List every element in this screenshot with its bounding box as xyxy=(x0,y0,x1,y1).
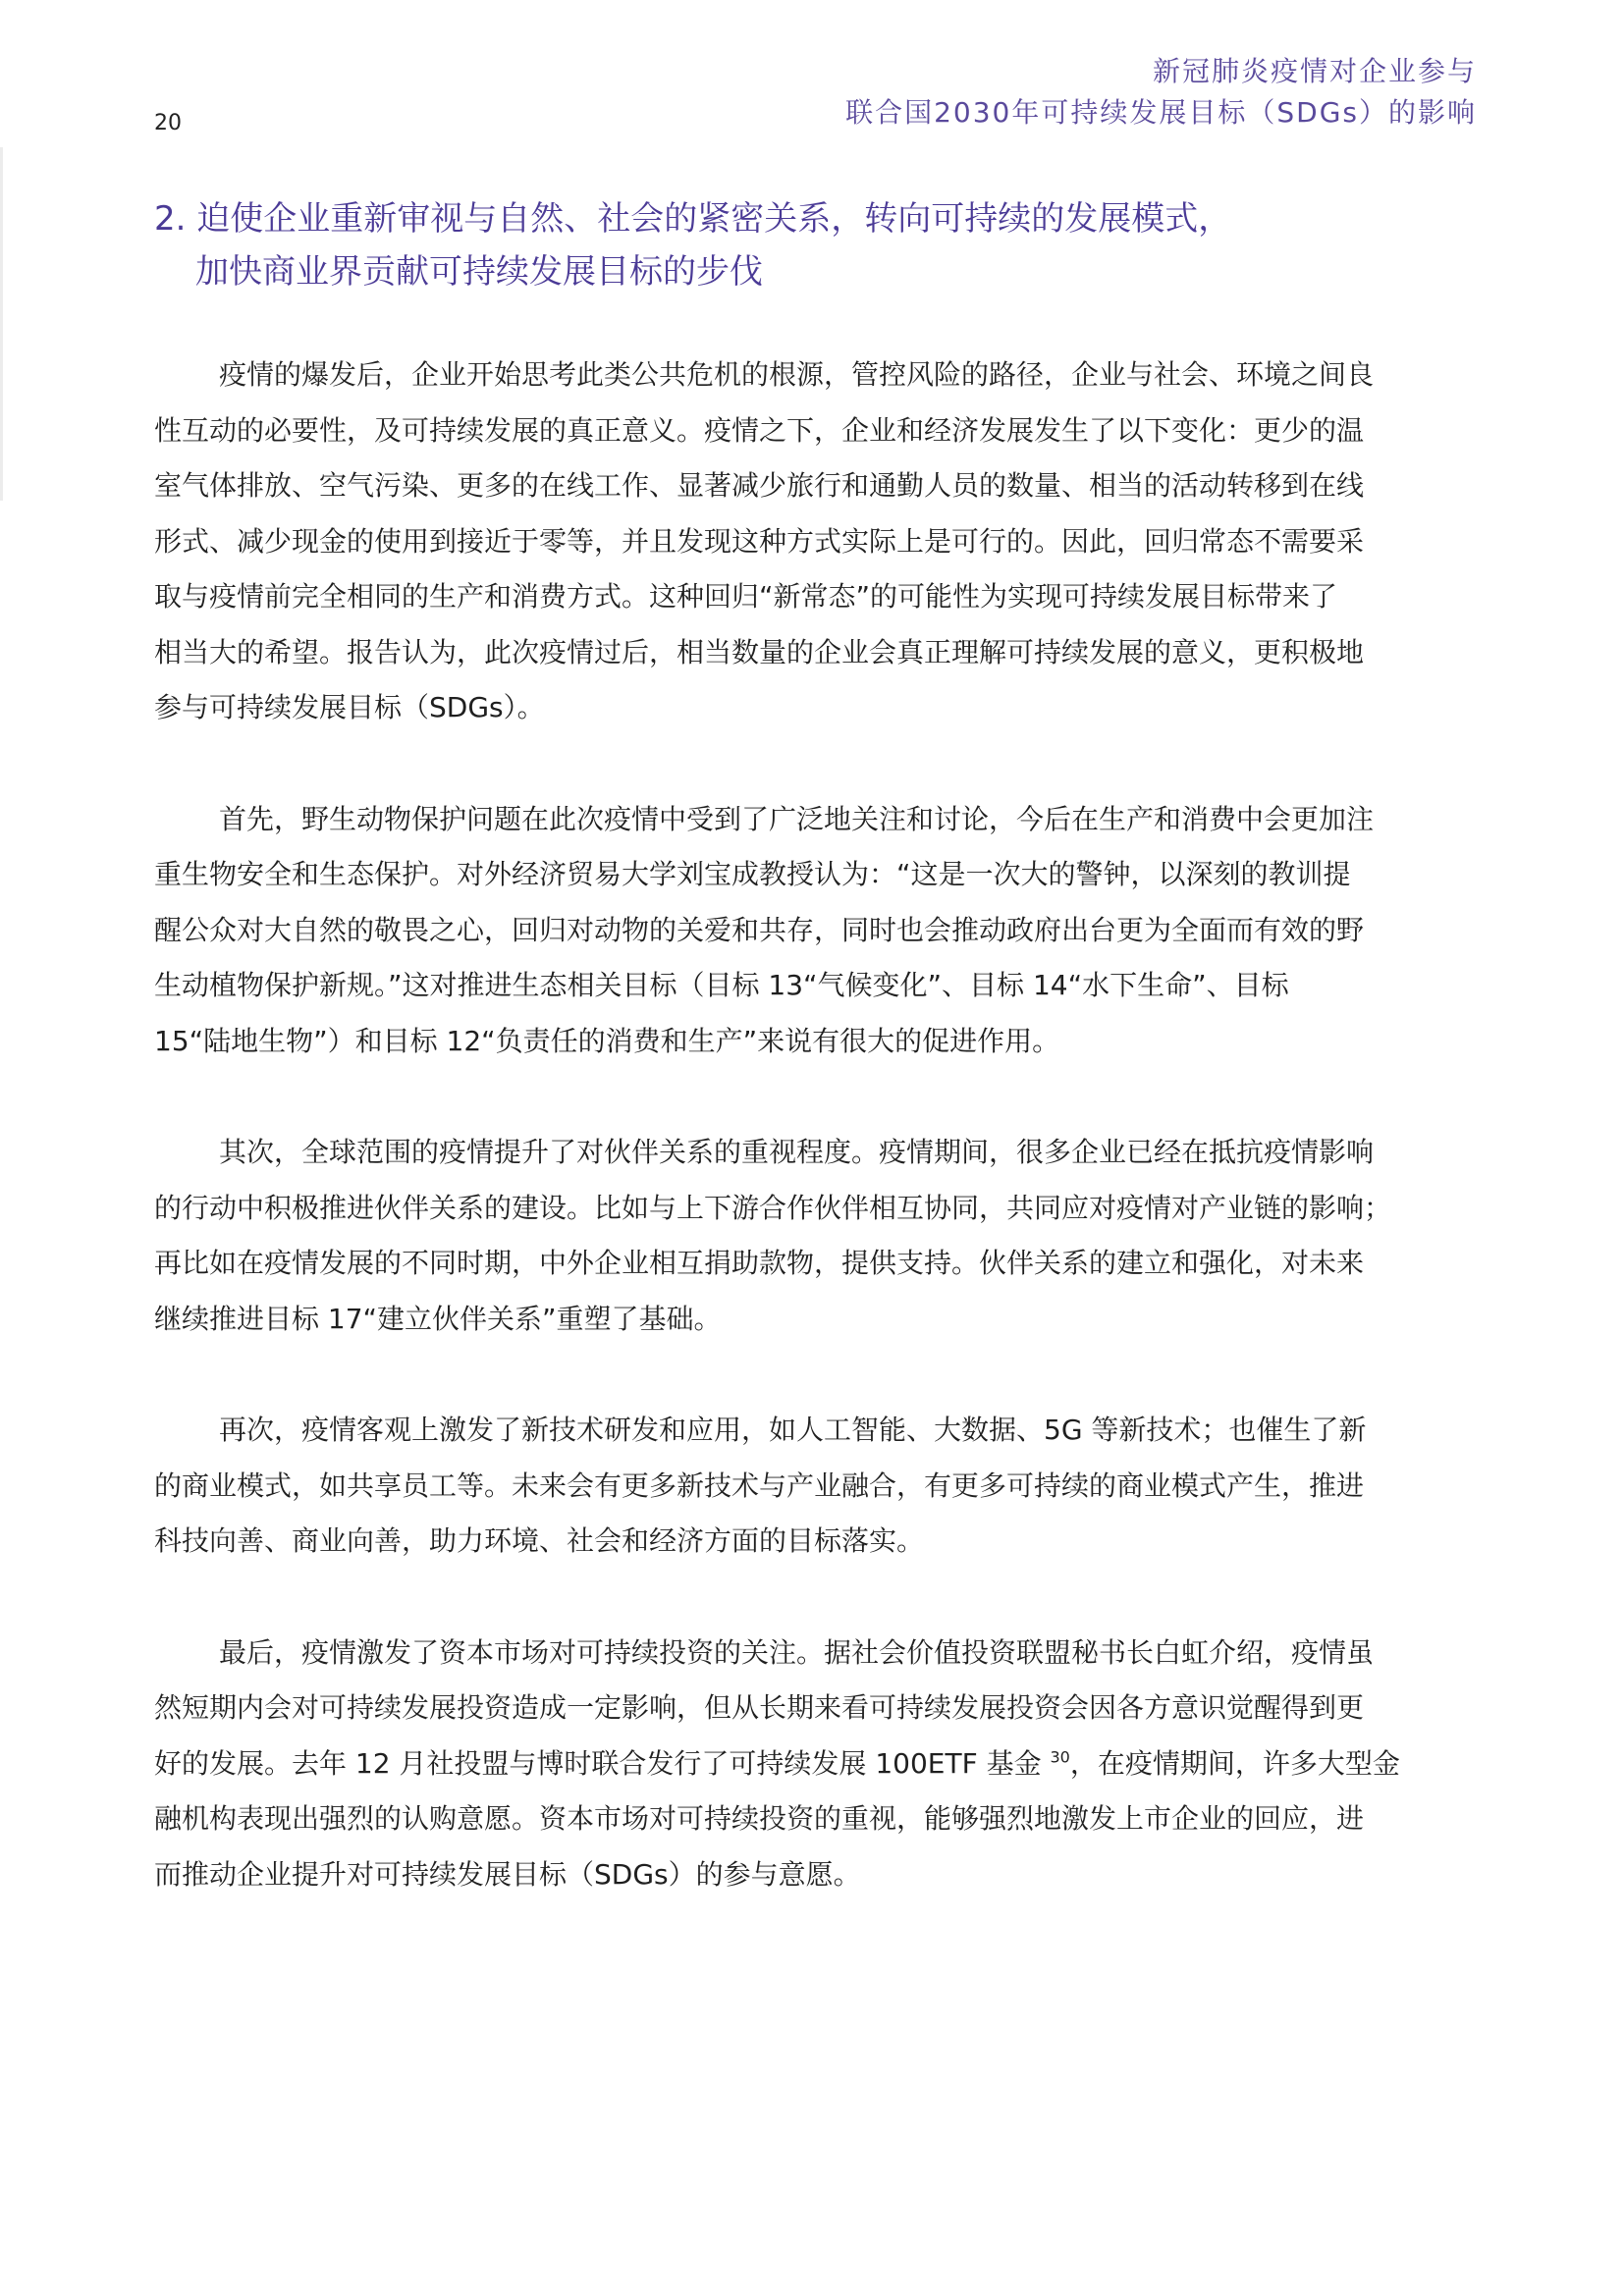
paragraph-line: 的商业模式，如共享员工等。未来会有更多新技术与产业融合，有更多可持续的商业模式产生，推进 xyxy=(154,1468,1365,1502)
page-edge-mark xyxy=(0,147,3,501)
paragraph-line: 而推动企业提升对可持续发展目标（SDGs）的参与意愿。 xyxy=(154,1857,861,1891)
paragraph-5 xyxy=(154,1626,1482,1903)
paragraph-line: 其次，全球范围的疫情提升了对伙伴关系的重视程度。疫情期间，很多企业已经在抵抗疫情影响 xyxy=(219,1136,1375,1168)
section-heading-line-2: 加快商业界贡献可持续发展目标的步伐 xyxy=(195,252,763,292)
paragraph-line: 性互动的必要性，及可持续发展的真正意义。疫情之下，企业和经济发展发生了以下变化：更少的温 xyxy=(154,413,1365,447)
paragraph-line: 生动植物保护新规。”这对推进生态相关目标（目标 13“气候变化”、目标 14“水下生命”、目标 xyxy=(154,969,1289,1001)
paragraph-line: 疫情的爆发后，企业开始思考此类公共危机的根源，管控风险的路径，企业与社会、环境之间良 xyxy=(219,358,1375,391)
paragraph-line: 形式、减少现金的使用到接近于零等，并且发现这种方式实际上是可行的。因此，回归常态不需要采 xyxy=(154,524,1365,558)
section-heading-line-1: 2. 迫使企业重新审视与自然、社会的紧密关系，转向可持续的发展模式， xyxy=(154,199,1232,239)
paragraph-3 xyxy=(154,1125,1482,1347)
running-header-line-2: 联合国2030年可持续发展目标（SDGs）的影响 xyxy=(845,96,1477,129)
paragraph-line: 再比如在疫情发展的不同时期，中外企业相互捐助款物，提供支持。伙伴关系的建立和强化，对未来 xyxy=(154,1247,1365,1279)
paragraph-line: 醒公众对大自然的敬畏之心，回归对动物的关爱和共存，同时也会推动政府出台更为全面而有效的野 xyxy=(154,913,1365,946)
paragraph-line: 最后，疫情激发了资本市场对可持续投资的关注。据社会价值投资联盟秘书长白虹介绍，疫情虽 xyxy=(219,1635,1375,1669)
paragraph-line: 室气体排放、空气污染、更多的在线工作、显著减少旅行和通勤人员的数量、相当的活动转移到在线 xyxy=(154,469,1365,502)
footnote-reference[interactable]: 30 xyxy=(1050,1747,1070,1767)
paragraph-text: 好的发展。去年 12 月社投盟与博时联合发行了可持续发展 100ETF 基金 xyxy=(154,1746,1042,1780)
running-header xyxy=(845,51,1477,133)
paragraph-line: 再次，疫情客观上激发了新技术研发和应用，如人工智能、大数据、5G 等新技术；也催生了新 xyxy=(219,1414,1367,1446)
paragraph-line: 的行动中积极推进伙伴关系的建设。比如与上下游合作伙伴相互协同，共同应对疫情对产业链的影响； xyxy=(154,1191,1392,1224)
body-text xyxy=(154,347,1482,1958)
paragraph-line: 15“陆地生物”）和目标 12“负责任的消费和生产”来说有很大的促进作用。 xyxy=(154,1024,1060,1057)
running-header-line-1: 新冠肺炎疫情对企业参与 xyxy=(1152,55,1477,87)
paragraph-line: 相当大的希望。报告认为，此次疫情过后，相当数量的企业会真正理解可持续发展的意义，更积极地 xyxy=(154,635,1365,668)
paragraph-line: 参与可持续发展目标（SDGs）。 xyxy=(154,691,545,723)
paragraph-line: 融机构表现出强烈的认购意愿。资本市场对可持续投资的重视，能够强烈地激发上市企业的回应，进 xyxy=(154,1802,1365,1835)
paragraph-line: 继续推进目标 17“建立伙伴关系”重塑了基础。 xyxy=(154,1302,722,1335)
section-heading xyxy=(154,192,1480,298)
paragraph-1 xyxy=(154,347,1482,736)
paragraph-line-with-footnote xyxy=(154,1736,1482,1792)
paragraph-2 xyxy=(154,792,1482,1070)
paragraph-line: 科技向善、商业向善，助力环境、社会和经济方面的目标落实。 xyxy=(154,1524,925,1557)
paragraph-line: 取与疫情前完全相同的生产和消费方式。这种回归“新常态”的可能性为实现可持续发展目标带来了 xyxy=(154,580,1338,613)
paragraph-line: 然短期内会对可持续发展投资造成一定影响，但从长期来看可持续发展投资会因各方意识觉醒得到更 xyxy=(154,1691,1365,1724)
paragraph-4 xyxy=(154,1403,1482,1570)
paragraph-line: 首先，野生动物保护问题在此次疫情中受到了广泛地关注和讨论，今后在生产和消费中会更加注 xyxy=(219,802,1375,835)
paragraph-line: 重生物安全和生态保护。对外经济贸易大学刘宝成教授认为：“这是一次大的警钟，以深刻的教训提 xyxy=(154,858,1351,890)
page-number: 20 xyxy=(154,111,182,135)
paragraph-text: ，在疫情期间，许多大型金 xyxy=(1069,1746,1400,1780)
